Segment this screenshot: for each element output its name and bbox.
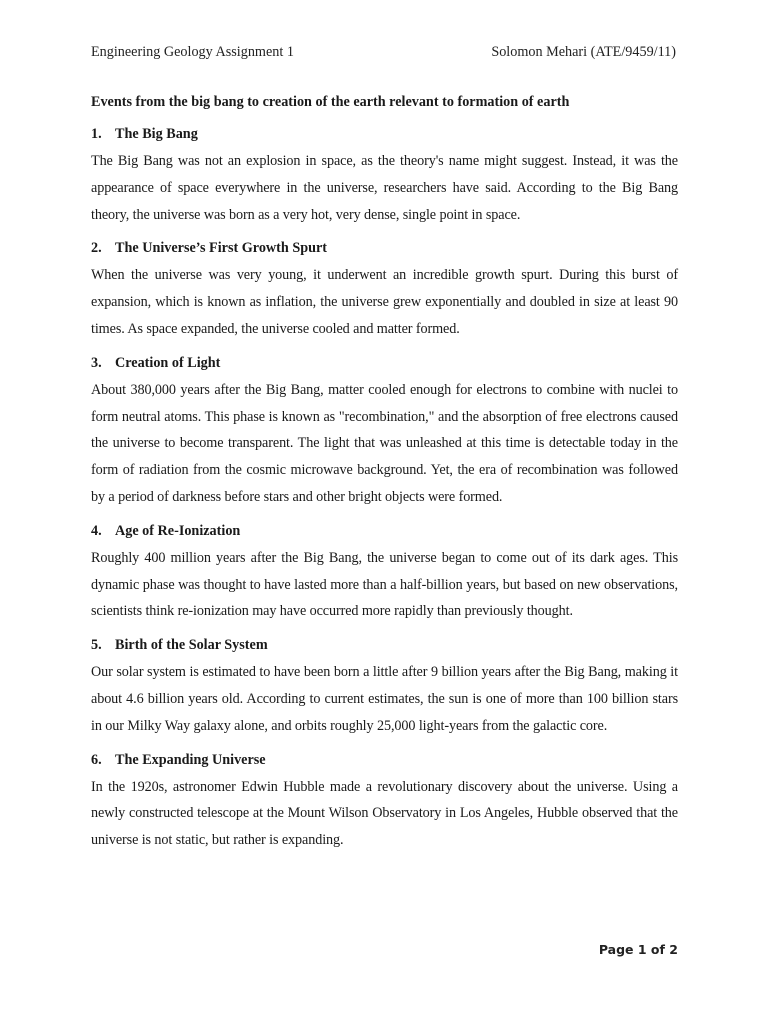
header-course-title: Engineering Geology Assignment 1 [91,44,294,60]
document-title: Events from the big bang to creation of the earth relevant to formation of earth [91,94,570,110]
section-heading [91,353,678,373]
section-paragraph: When the universe was very young, it underwent an incredible growth spurt. During this burst of expansion, which is known as inflation, the universe grew exponentially and doubled in size at least 90 times. As space expanded, the universe cooled and matter formed. [91,267,678,337]
page-header [91,44,676,61]
section-number: 2. [91,240,102,257]
section-number: 6. [91,751,102,768]
section-number: 1. [91,126,102,142]
header-author: Solomon Mehari (ATE/9459/11) [491,44,676,60]
section-title: The Big Bang [115,126,198,142]
section-paragraph: Roughly 400 million years after the Big Bang, the universe began to come out of its dark ages. This dynamic phase was thought to have lasted more than a half-billion years, but based on new observations, scientists think re-ionization may have occurred more rapidly than previously thought. [91,549,678,620]
section-title: The Expanding Universe [115,751,266,768]
section-big-bang [91,124,678,228]
section-re-ionization [91,521,678,625]
document-body [91,92,678,864]
section-paragraph: In the 1920s, astronomer Edwin Hubble made a revolutionary discovery about the universe. Using a newly constructed telescope at the Mount Wilson Observatory in Los Angeles, Hubble observed that the universe is not static, but rather is expanding. [91,778,678,849]
section-heading [91,750,678,770]
section-number: 3. [91,354,102,371]
section-title: Age of Re-Ionization [115,522,241,539]
section-creation-of-light [91,353,678,511]
section-heading [91,521,678,541]
section-heading [91,238,678,258]
section-expanding-universe [91,750,678,854]
section-title: The Universe’s First Growth Spurt [115,240,328,257]
page-number: Page 1 of 2 [598,942,678,957]
section-solar-system [91,635,678,739]
section-paragraph: Our solar system is estimated to have been born a little after 9 billion years after the Big Bang, making it about 4.6 billion years old. According to current estimates, the sun is one of more than 100 billion stars in our Milky Way galaxy alone, and orbits roughly 25,000 light-years from the galactic core. [91,664,678,734]
section-title: Birth of the Solar System [115,637,268,654]
section-title: Creation of Light [115,354,221,371]
section-paragraph: The Big Bang was not an explosion in space, as the theory's name might suggest. Instead, it was the appearance of space everywhere in the universe, researchers have said. According to the Big Bang theory, the universe was born as a very hot, very dense, single point in space. [91,153,678,223]
section-first-growth-spurt [91,238,678,342]
section-paragraph: About 380,000 years after the Big Bang, matter cooled enough for electrons to combine with nuclei to form neutral atoms. This phase is known as "recombination," and the absorption of free electrons caused the universe to become transparent. The light that was unleashed at this time is detectable today in the form of radiation from the cosmic microwave background. Yet, the era of recombination was followed by a period of darkness before stars and other bright objects were formed. [91,381,678,505]
section-number: 4. [91,522,102,539]
section-heading [91,124,678,144]
section-heading [91,635,678,655]
section-number: 5. [91,637,102,654]
